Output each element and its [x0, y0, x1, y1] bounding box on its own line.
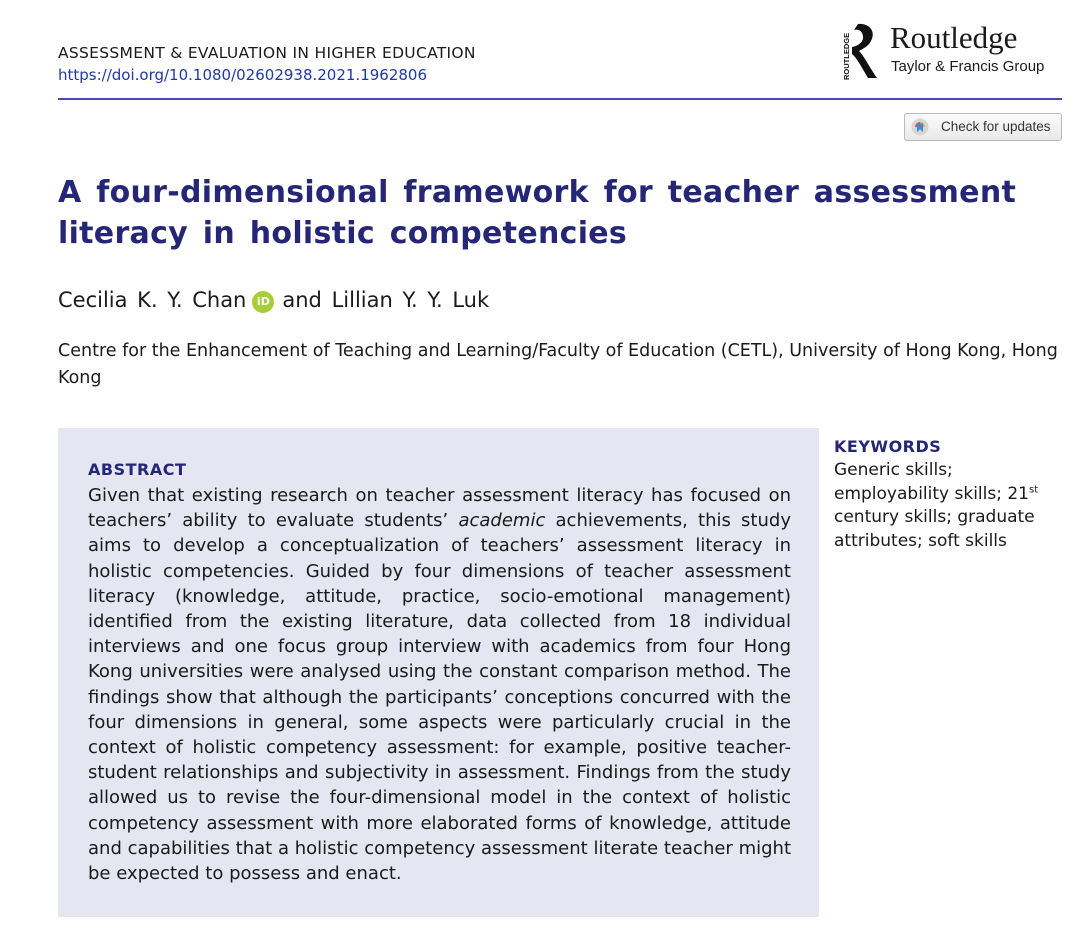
keywords-text-1: Generic skills; employability skills; 21: [834, 460, 1029, 504]
header-divider: [58, 98, 1062, 100]
author-1: Cecilia K. Y. Chan: [58, 288, 247, 312]
routledge-logo-icon: [840, 20, 878, 82]
abstract-panel: [58, 428, 819, 917]
check-for-updates-label: Check for updates: [941, 119, 1051, 134]
journal-header: [58, 20, 1062, 98]
logo-vertical-text: ROUTLEDGE: [842, 32, 851, 80]
article-title: A four-dimensional framework for teacher assessment literacy in holistic competencies: [58, 175, 1017, 251]
affiliation: Centre for the Enhancement of Teaching and Learning/Faculty of Education (CETL), University of Hong Kong, Hong Kong: [58, 341, 1058, 388]
keywords-list: [834, 459, 1060, 553]
author-line: [58, 288, 489, 313]
publisher-name: Routledge: [890, 20, 1018, 55]
abstract-heading: ABSTRACT: [88, 460, 187, 479]
journal-name: ASSESSMENT & EVALUATION IN HIGHER EDUCATION: [58, 44, 476, 62]
abstract-text-start: Given that existing research on teacher assessment literacy has focused on teachers’ ability to evaluate students’: [88, 485, 791, 532]
author-2: Lillian Y. Y. Luk: [331, 288, 490, 312]
publisher-logo: [840, 20, 1062, 82]
keywords-superscript: st: [1029, 483, 1039, 495]
keywords-text-2: century skills; graduate attributes; soft skills: [834, 507, 1035, 551]
keywords-heading: KEYWORDS: [834, 437, 942, 456]
abstract-text-rest: achievements, this study aims to develop a conceptualization of teachers’ assessment literacy in holistic competencies. Guided by four dimensions of teacher assessment literacy (knowledge, attitude, practice, socio-emotional management) identified from the existing literature, data collected from 18 individual interviews and one focus group interview with academics from four Hong Kong universities were analysed using the constant comparison method. The findings show that although the participants’ conceptions concurred with the four dimensions in general, some aspects were particularly crucial in the context of holistic competency assessment: for example, positive teacher-student relationships and subjectivity in assessment. Findings from the study allowed us to revise the four-dimensional model in the context of holistic competency assessment with more elaborated forms of knowledge, attitude and capabilities that a holistic competency assessment literate teacher might be expected to possess and enact.: [88, 510, 791, 885]
doi-link[interactable]: https://doi.org/10.1080/02602938.2021.1962806: [58, 66, 428, 84]
crossmark-icon: [911, 118, 929, 136]
abstract-text: [88, 483, 791, 886]
author-conjunction: and: [282, 288, 322, 312]
publisher-group: Taylor & Francis Group: [891, 58, 1045, 75]
orcid-icon[interactable]: iD: [252, 291, 274, 313]
check-for-updates-button[interactable]: [904, 113, 1062, 141]
abstract-emphasis: academic: [458, 510, 546, 532]
